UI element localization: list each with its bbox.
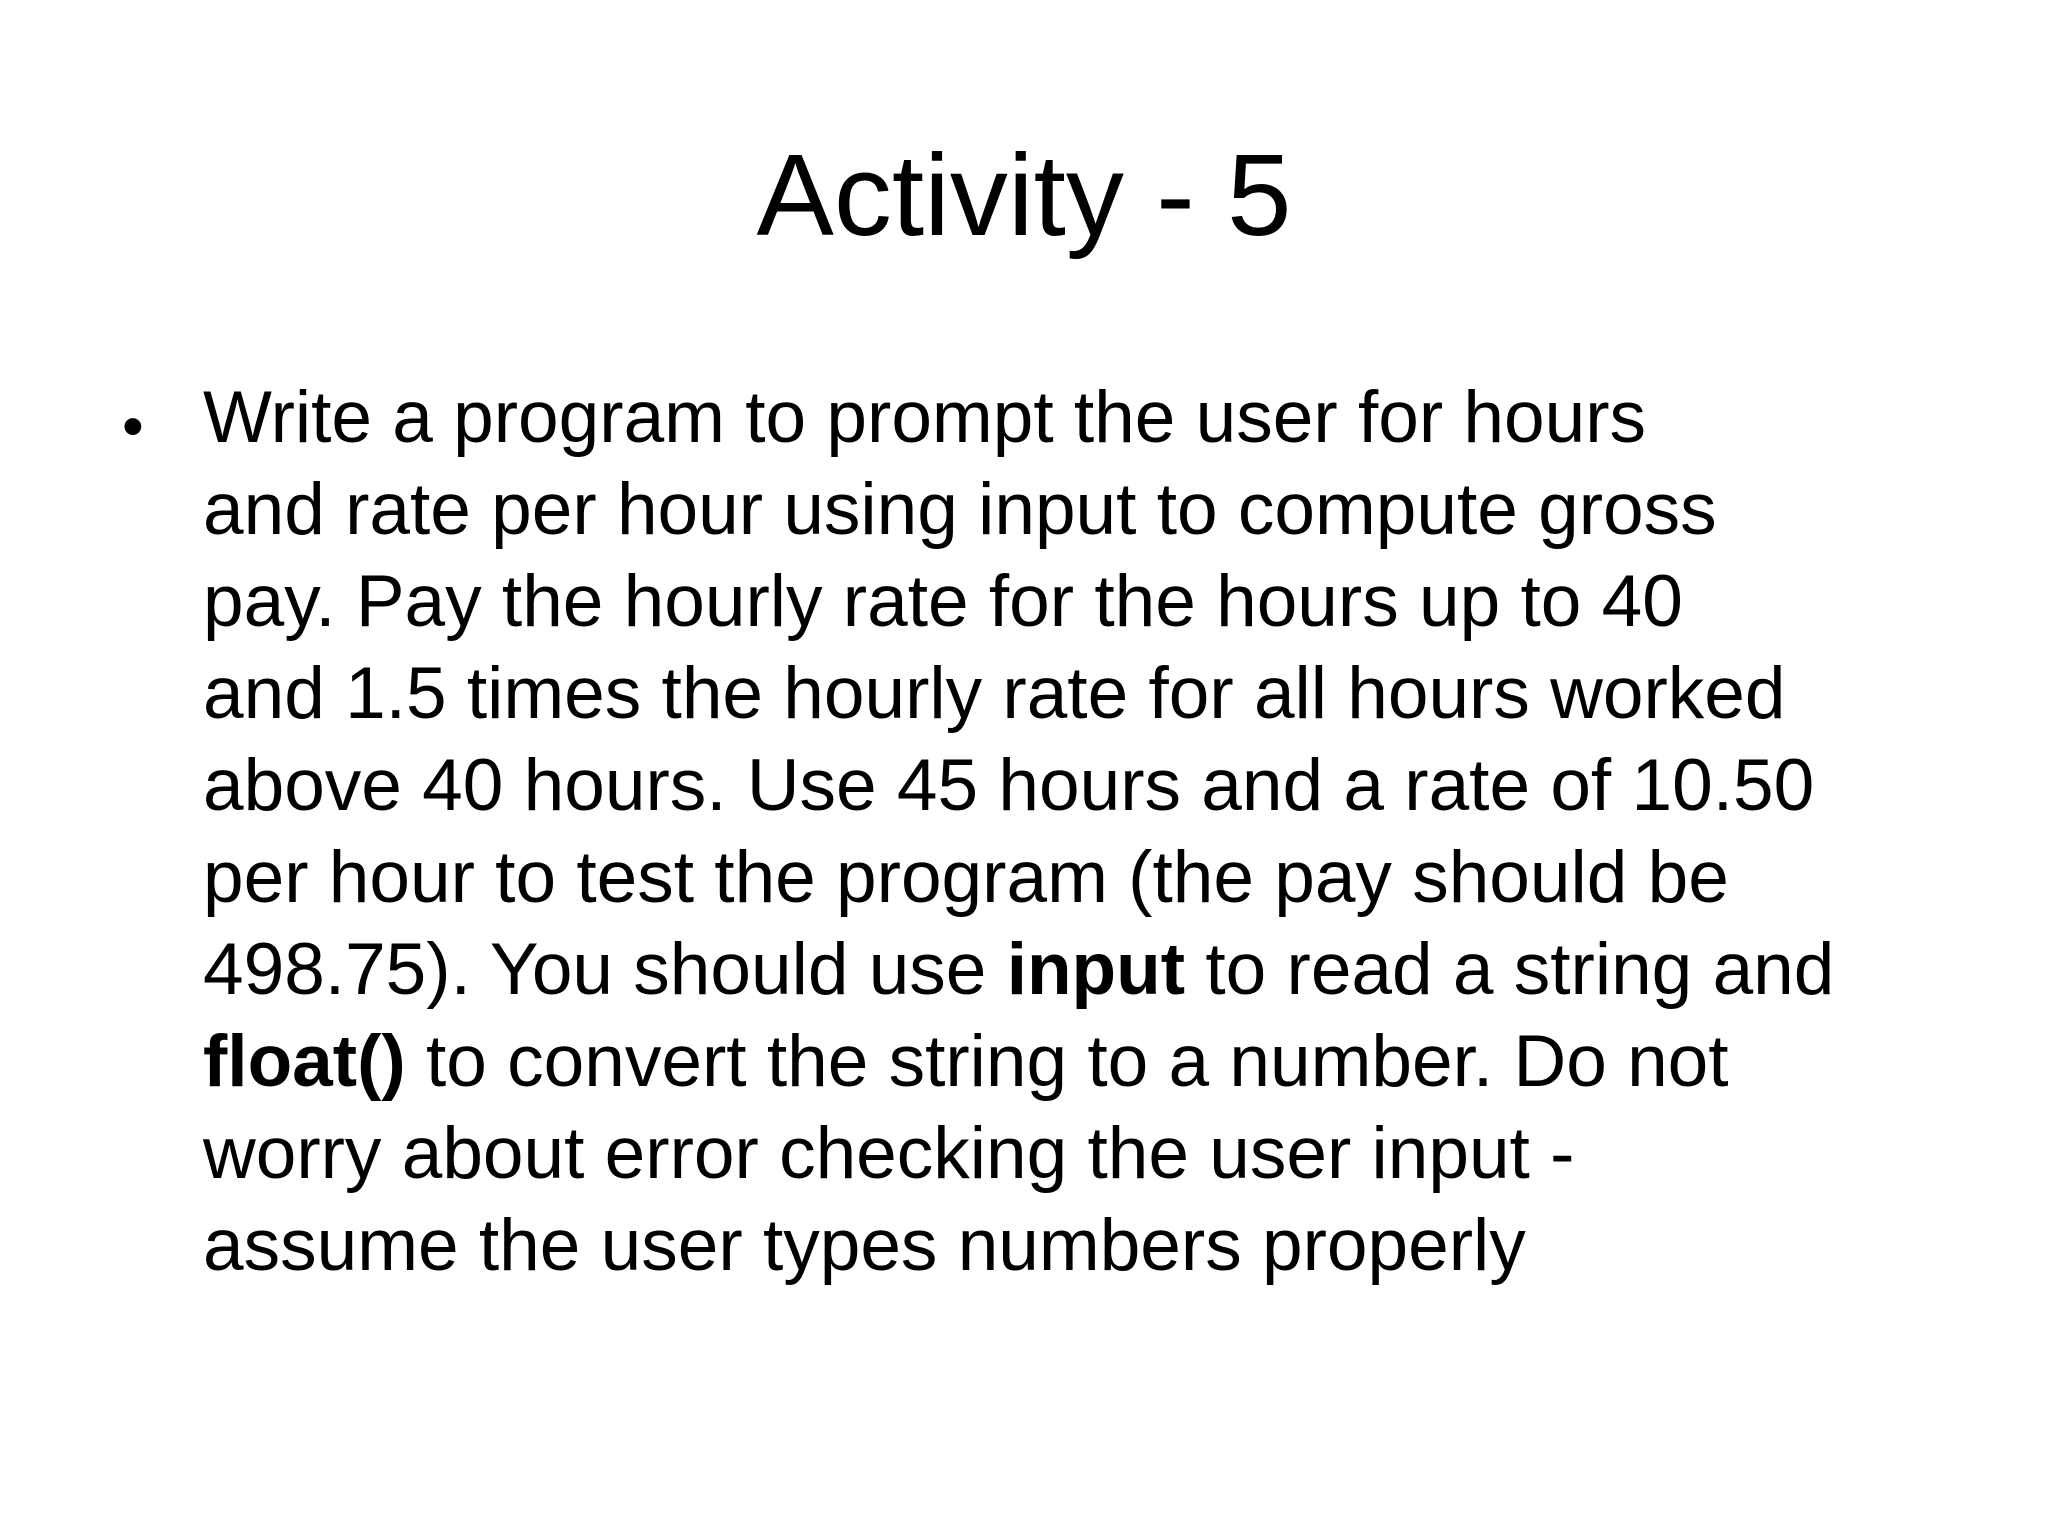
line-7-text-before: 498.75). You should use <box>203 929 1007 1010</box>
bullet-text-line-7 <box>203 924 1834 1016</box>
bullet-text-line-1: Write a program to prompt the user for hours <box>203 377 1647 458</box>
bullet-text-line-2: and rate per hour using input to compute gross <box>203 469 1717 550</box>
float-keyword: float() <box>203 1021 406 1102</box>
bullet-text-line-4: and 1.5 times the hourly rate for all hours worked <box>203 653 1786 734</box>
bullet-text-line-5: above 40 hours. Use 45 hours and a rate of 10.50 <box>203 745 1815 826</box>
slide-title: Activity - 5 <box>756 130 1292 260</box>
bullet-marker: • <box>122 392 144 461</box>
bullet-text-line-9: worry about error checking the user input - <box>203 1113 1575 1194</box>
line-7-text-after: to read a string and <box>1185 929 1835 1010</box>
bullet-text-line-8 <box>203 1016 1729 1108</box>
line-8-text-after: to convert the string to a number. Do not <box>405 1021 1729 1102</box>
bullet-text-line-6: per hour to test the program (the pay should be <box>203 837 1729 918</box>
bullet-text-line-10: assume the user types numbers properly <box>203 1205 1526 1286</box>
bullet-text-line-3: pay. Pay the hourly rate for the hours up to 40 <box>203 561 1683 642</box>
input-keyword: input <box>1006 929 1186 1010</box>
